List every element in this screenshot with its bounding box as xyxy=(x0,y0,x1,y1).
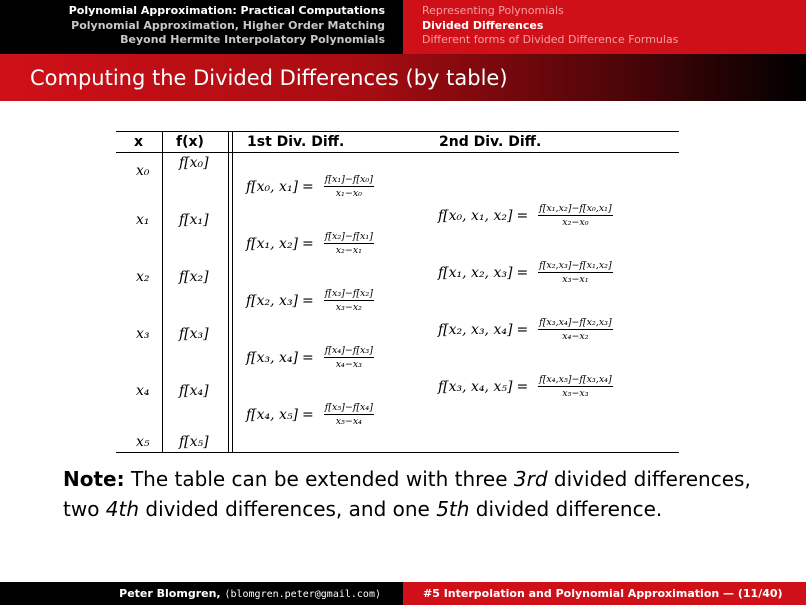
fx-value: f[x₄] xyxy=(179,383,209,399)
first-div-diff-denominator: x₄−x₃ xyxy=(335,359,362,370)
frame-title: Computing the Divided Differences (by table) xyxy=(30,66,508,90)
note-text: divided differences, two xyxy=(63,467,751,521)
x-value: x₀ xyxy=(136,163,150,179)
second-div-diff-numerator: f[x₄,x₅]−f[x₃,x₄] xyxy=(539,374,612,385)
x-value: x₁ xyxy=(136,212,150,228)
second-div-diff-entry: f[x₁, x₂, x₃] = $\frac{\text{f[x₂,x₃]−f[x₁,x₂]}}{\text{x₃−x₁}}$ xyxy=(438,260,612,285)
first-div-diff-entry: f[x₃, x₄] = $\frac{\text{f[x₄]−f[x₃]}}{\text{x₄−x₃}}$ xyxy=(246,345,373,370)
section-link-higher-order-matching[interactable]: Polynomial Approximation, Higher Order Matching xyxy=(71,18,385,32)
fx-value: f[x₅] xyxy=(179,434,209,450)
x-value: x₅ xyxy=(136,434,150,450)
footer-email: ⟨blomgren.peter@gmail.com⟩ xyxy=(224,589,381,600)
first-div-diff-entry: f[x₄, x₅] = $\frac{\text{f[x₅]−f[x₄]}}{\text{x₅−x₄}}$ xyxy=(246,402,373,427)
second-div-diff-entry: f[x₃, x₄, x₅] = $\frac{\text{f[x₄,x₅]−f[x₃,x₄]}}{\text{x₅−x₃}}$ xyxy=(438,374,612,399)
header-x: x xyxy=(134,134,144,150)
second-div-diff-denominator: x₅−x₃ xyxy=(562,388,589,399)
header-bar xyxy=(0,0,806,54)
section-link-practical-computations[interactable]: Polynomial Approximation: Practical Computations xyxy=(68,4,385,17)
note-label: Note: xyxy=(63,467,125,491)
table-header-rule xyxy=(116,152,679,153)
note-text: divided difference. xyxy=(469,497,663,521)
footer-talk-block xyxy=(403,582,806,605)
second-div-diff-numerator: f[x₁,x₂]−f[x₀,x₁] xyxy=(539,203,612,214)
x-value: x₃ xyxy=(136,326,150,342)
section-nav xyxy=(0,0,403,54)
first-div-diff-numerator: f[x₅]−f[x₄] xyxy=(324,402,373,413)
first-div-diff-numerator: f[x₃]−f[x₂] xyxy=(324,288,373,299)
second-div-diff-denominator: x₂−x₀ xyxy=(562,217,589,228)
frame-title-bar xyxy=(0,54,806,101)
x-value: x₂ xyxy=(136,269,150,285)
subsection-link-representing-polynomials[interactable]: Representing Polynomials xyxy=(422,4,564,17)
header-second-div-diff: 2nd Div. Diff. xyxy=(439,134,542,150)
fx-value: f[x₃] xyxy=(179,326,209,342)
second-div-diff-entry: f[x₂, x₃, x₄] = $\frac{\text{f[x₃,x₄]−f[x₂,x₃]}}{\text{x₄−x₂}}$ xyxy=(438,317,612,342)
first-div-diff-numerator: f[x₄]−f[x₃] xyxy=(324,345,373,356)
fx-value: f[x₀] xyxy=(179,155,209,171)
second-div-diff-lhs: f[x₀, x₁, x₂] xyxy=(438,207,513,224)
first-div-diff-lhs: f[x₁, x₂] xyxy=(246,235,299,252)
second-div-diff-denominator: x₃−x₁ xyxy=(562,274,589,285)
footer-author-block xyxy=(0,582,403,605)
header-first-div-diff: 1st Div. Diff. xyxy=(247,134,345,150)
first-div-diff-numerator: f[x₁]−f[x₀] xyxy=(324,174,373,185)
footer-author: Peter Blomgren, xyxy=(119,587,221,600)
table-bottom-rule xyxy=(116,452,679,453)
note-emphasis: 3rd xyxy=(513,467,548,491)
first-div-diff-lhs: f[x₂, x₃] xyxy=(246,292,299,309)
column-rule-fx-1 xyxy=(228,131,229,453)
fx-value: f[x₂] xyxy=(179,269,209,285)
divided-difference-table xyxy=(116,131,679,453)
footer-bar xyxy=(0,582,806,605)
note-emphasis: 5th xyxy=(436,497,470,521)
second-div-diff-lhs: f[x₃, x₄, x₅] xyxy=(438,378,513,395)
second-div-diff-numerator: f[x₂,x₃]−f[x₁,x₂] xyxy=(539,260,612,271)
first-div-diff-lhs: f[x₄, x₅] xyxy=(246,406,299,423)
column-rule-x xyxy=(162,131,163,453)
second-div-diff-numerator: f[x₃,x₄]−f[x₂,x₃] xyxy=(539,317,612,328)
fx-value: f[x₁] xyxy=(179,212,209,228)
first-div-diff-numerator: f[x₂]−f[x₁] xyxy=(324,231,373,242)
x-value: x₄ xyxy=(136,383,150,399)
first-div-diff-entry: f[x₀, x₁] = $\frac{\text{f[x₁]−f[x₀]}}{\text{x₁−x₀}}$ xyxy=(246,174,373,199)
note-text: divided differences, and one xyxy=(139,497,437,521)
subsection-link-divided-differences[interactable]: Divided Differences xyxy=(422,18,544,32)
first-div-diff-denominator: x₁−x₀ xyxy=(335,188,362,199)
first-div-diff-entry: f[x₁, x₂] = $\frac{\text{f[x₂]−f[x₁]}}{\text{x₂−x₁}}$ xyxy=(246,231,373,256)
subsection-link-different-forms[interactable]: Different forms of Divided Difference Formulas xyxy=(422,33,679,46)
subsection-nav xyxy=(403,0,806,54)
first-div-diff-lhs: f[x₃, x₄] xyxy=(246,349,299,366)
second-div-diff-denominator: x₄−x₂ xyxy=(562,331,589,342)
second-div-diff-lhs: f[x₂, x₃, x₄] xyxy=(438,321,513,338)
second-div-diff-lhs: f[x₁, x₂, x₃] xyxy=(438,264,513,281)
first-div-diff-denominator: x₅−x₄ xyxy=(335,416,362,427)
table-top-rule xyxy=(116,131,679,132)
first-div-diff-lhs: f[x₀, x₁] xyxy=(246,178,299,195)
first-div-diff-entry: f[x₂, x₃] = $\frac{\text{f[x₃]−f[x₂]}}{\text{x₃−x₂}}$ xyxy=(246,288,373,313)
section-link-beyond-hermite[interactable]: Beyond Hermite Interpolatory Polynomials xyxy=(120,33,385,46)
note-text: The table can be extended with three xyxy=(124,467,514,491)
column-rule-fx-2 xyxy=(232,131,233,453)
first-div-diff-denominator: x₂−x₁ xyxy=(335,245,362,256)
header-fx: f(x) xyxy=(176,134,204,150)
footer-talk-title: #5 Interpolation and Polynomial Approximation — (11/40) xyxy=(423,587,783,600)
note-emphasis: 4th xyxy=(105,497,140,521)
second-div-diff-entry: f[x₀, x₁, x₂] = $\frac{\text{f[x₁,x₂]−f[x₀,x₁]}}{\text{x₂−x₀}}$ xyxy=(438,203,612,228)
note-paragraph xyxy=(63,464,763,524)
first-div-diff-denominator: x₃−x₂ xyxy=(335,302,362,313)
